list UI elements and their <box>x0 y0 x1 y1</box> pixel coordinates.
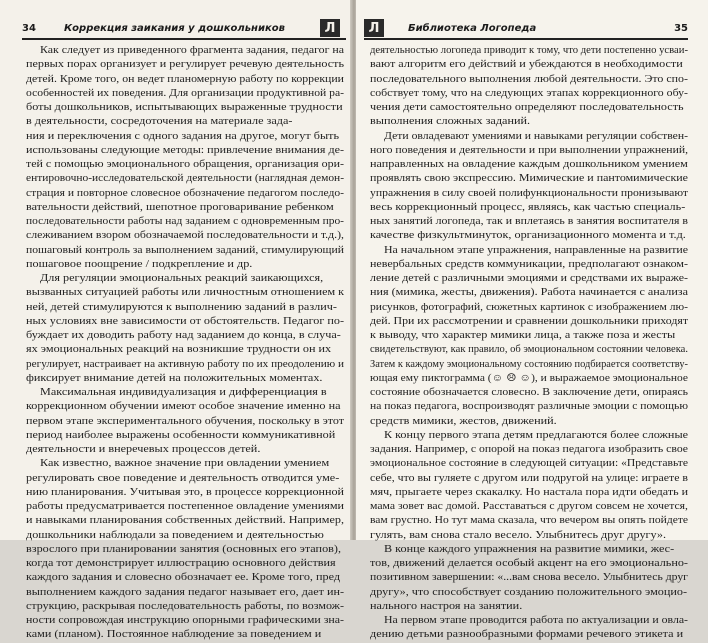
text-line: когда тот демонстрирует иллюстрацию основного действия <box>26 558 336 569</box>
text-line: гулять, вам снова стало весело. Улыбнитесь друг другу». <box>370 529 667 541</box>
text-line: рисунков, фотографий, сюжетных картинок с изображением лю- <box>370 301 688 313</box>
text-line: дошкольники наблюдали за поведением и деятельностью <box>26 529 324 541</box>
text-line: особенностей их поведения. Для организации продуктивной ра- <box>26 87 345 99</box>
text-line: На начальном этапе упражнения, направленные на развитие <box>384 244 689 256</box>
text-line: в деятельности, сосредоточения на материале зада- <box>26 116 293 128</box>
text-line: Для регуляции эмоциональных реакций заикающихся, <box>40 273 324 284</box>
text-line: последовательного выполнения любой деятельности. Это спо- <box>370 73 688 85</box>
text-line: нального настроя на занятии. <box>370 600 523 612</box>
series-logo: Л <box>320 19 340 37</box>
text-line: К концу первого этапа детям предлагаются более сложные <box>384 429 689 441</box>
text-line: и навыками планирования собственных действий. Например, <box>26 515 344 527</box>
text-line: регулировать свое поведение и деятельность отводится уме- <box>26 472 340 484</box>
text-line: себе, что вы гуляете с другом или подругой на улице: играете в <box>370 472 689 484</box>
text-line: ях эмоциональных реакций на возникшие трудности он их <box>26 344 332 356</box>
text-line: мама зовет вас домой. Расставаться с другом совсем не хочется, <box>370 501 688 512</box>
text-line: период наиболее выражены особенности коммуникативной <box>26 429 336 441</box>
text-line: на показ педагога, воспроизводят различные эмоции с помощью <box>370 401 688 413</box>
text-line: Дети овладевают умениями и навыками регуляции собствен- <box>384 130 688 142</box>
text-line: другу», что способствует созданию положительного эмоцио- <box>370 586 688 598</box>
text-line: использованы следующие методы: привлечение внимания де- <box>26 144 344 156</box>
text-line: задания. Например, с опорой на показ педагога изобразить свое <box>370 444 689 455</box>
text-line: струкцию, раскрывая последовательность работы, по возмож- <box>26 600 344 612</box>
text-line: ного поведения и деятельности и при выполнении упражнений, <box>370 144 689 156</box>
text-line: Максимальная индивидуализация и дифференциация в <box>40 387 327 398</box>
text-line: свидетельствуют, как правило, об эмоциональном состоянии человека. <box>370 344 688 356</box>
text-line: фиксирует внимание детей на положительных моментах. <box>26 372 323 384</box>
text-line: нию планирования. Учитывая это, в процессе коррекционной <box>26 486 345 498</box>
text-line: Как следует из приведенного фрагмента задания, педагог на <box>40 45 345 56</box>
text-line: ление детей с различными эмоциями и средствами их выраже- <box>370 273 688 284</box>
text-line: ния и переключения с одного задания на другое, могут быть <box>26 130 340 142</box>
text-line: дению детьми разнообразными формами речевого этикета и <box>370 629 684 641</box>
text-line: выполнением каждого задания педагог называет его, дает ин- <box>26 586 344 598</box>
text-line: вательности действий, шепотное проговаривание ребенком <box>26 201 334 213</box>
text-line: вызванных ситуацией работы или личностным отношением к <box>26 287 345 299</box>
right-page <box>356 0 708 641</box>
text-line: первых порах организует и регулирует речевую деятельность <box>26 59 345 71</box>
text-line: Как известно, важное значение при овладении умением <box>40 458 330 470</box>
text-line: ных занятий логопеда, так и вплетаясь в занятия воспитателя в <box>370 216 689 227</box>
text-line: ных условиях вне зависимости от обстоятельств. Педагог по- <box>26 315 345 327</box>
text-line: пошаговый контроль за выполнением заданий, стимулирующий <box>26 244 344 256</box>
text-line: ками (планом). Постоянное наблюдение за поведением и <box>26 629 322 641</box>
text-line: ности сопровождая инструкцию опорными графическими зна- <box>26 615 344 626</box>
text-line: тей с помощью эмоционального обращения, организация ори- <box>26 159 344 170</box>
text-line: взрослого при планировании занятия (основных его этапов), <box>26 543 342 555</box>
text-line: боты дошкольников, испытывающих выраженные трудности <box>26 102 343 113</box>
text-line: слеживанием взором обозначаемой последовательности и т.д.), <box>26 230 345 242</box>
running-title: Коррекция заикания у дошкольников <box>64 23 285 34</box>
text-line: коррекционном обучении имеют особое значение именно на <box>26 401 341 413</box>
text-line: вам грустно. Но тут мама сказала, что вечером вы опять пойдете <box>370 515 689 527</box>
text-line: деятельностью логопеда приводит к тому, что дети постепенно усваи- <box>370 45 689 56</box>
text-line: позитивном завершении: «...вам снова весело. Улыбнитесь друг <box>370 572 688 584</box>
text-line: собствует тому, что на следующих этапах коррекционного обу- <box>370 87 688 99</box>
text-line: первом этапе экспериментального обучения, поскольку в этот <box>26 415 344 427</box>
text-line: весь коррекционный процесс, являясь, как частью специаль- <box>370 201 686 213</box>
series-logo: Л <box>364 19 384 37</box>
text-line: упражнения в силу своей полифункциональности пронизывают <box>370 187 689 199</box>
text-line: качестве физкультминуток, организационного момента и т.д. <box>370 230 686 242</box>
text-line: ентировочно-исследовательской деятельности (наглядная демон- <box>26 173 345 185</box>
left-page <box>0 0 352 641</box>
text-line: выполнения сложных заданий. <box>370 116 531 128</box>
right-page-header <box>364 20 688 40</box>
running-title: Библиотека Логопеда <box>408 23 537 34</box>
text-line: мяч, прыгаете через скакалку. Но настала пора идти обедать и <box>370 486 689 498</box>
text-line: регулирует, настраивает на активную работу по их преодолению и <box>26 358 345 370</box>
text-line: каждого задания и словесно обозначает ее. Кроме того, пред <box>26 572 341 584</box>
text-line: вают алгоритм его действий и убеждаются в необходимости <box>370 59 683 71</box>
text-line: пошаговое поощрение / подкрепление и др. <box>26 258 253 270</box>
page-number: 34 <box>22 23 36 34</box>
text-line: невербальных средств коммуникации, предполагают ознаком- <box>370 258 688 270</box>
text-line: ния (мимика, жесты, движения). Работа начинается с анализа <box>370 287 689 299</box>
text-line: буждает их доводить работу над заданием до конца, в случа- <box>26 330 341 341</box>
text-line: деятельности и внеречевых процессов детей. <box>26 444 261 455</box>
text-line: детей. Кроме того, он ведет планомерную работу по коррекции <box>26 73 345 85</box>
text-line: чения дети самостоятельно определяют последовательность <box>370 102 684 113</box>
text-line: ней, детей стимулируются к выполнению заданий в различ- <box>26 301 337 313</box>
text-line: эмоциональное состояние в следующей ситуации: «Представьте <box>370 458 689 470</box>
text-line: Затем к каждому эмоциональному состоянию подбирается соответству- <box>370 358 688 370</box>
text-line: проявлять свою экспрессию. Мимические и пантомимические <box>370 173 688 185</box>
left-page-body <box>26 44 344 643</box>
text-line: На первом этапе проводится работа по актуализации и овла- <box>384 615 688 626</box>
text-line: В конце каждого упражнения на развитие мимики, жес- <box>384 543 675 555</box>
text-line: дей. При их рассмотрении и сравнении дошкольники приходят <box>370 315 688 327</box>
left-page-header <box>22 20 346 40</box>
text-line: работы предусматривается постепенное овладение умениями <box>26 501 344 512</box>
text-line: средств мимики, жестов, движений. <box>370 415 557 427</box>
text-line: направленных на овладение каждым дошкольником умением <box>370 159 688 170</box>
text-line: страция и повторное словесное обозначение педагогом последо- <box>26 187 344 199</box>
right-page-body <box>370 44 688 643</box>
text-line: состояние обозначается словесно. В заключение дети, опираясь <box>370 387 688 398</box>
text-line: ющая ему пиктограмма (☺ ☹ ☺), и выражаемое эмоциональное <box>370 372 688 384</box>
page-number: 35 <box>674 23 688 34</box>
text-line: тов, движений делается особый акцент на его эмоционально- <box>370 558 688 569</box>
text-line: последовательности работы над заданием с одновременным про- <box>26 216 344 227</box>
text-line: к выводу, что характер мимики лица, а также поза и жесты <box>370 330 676 341</box>
